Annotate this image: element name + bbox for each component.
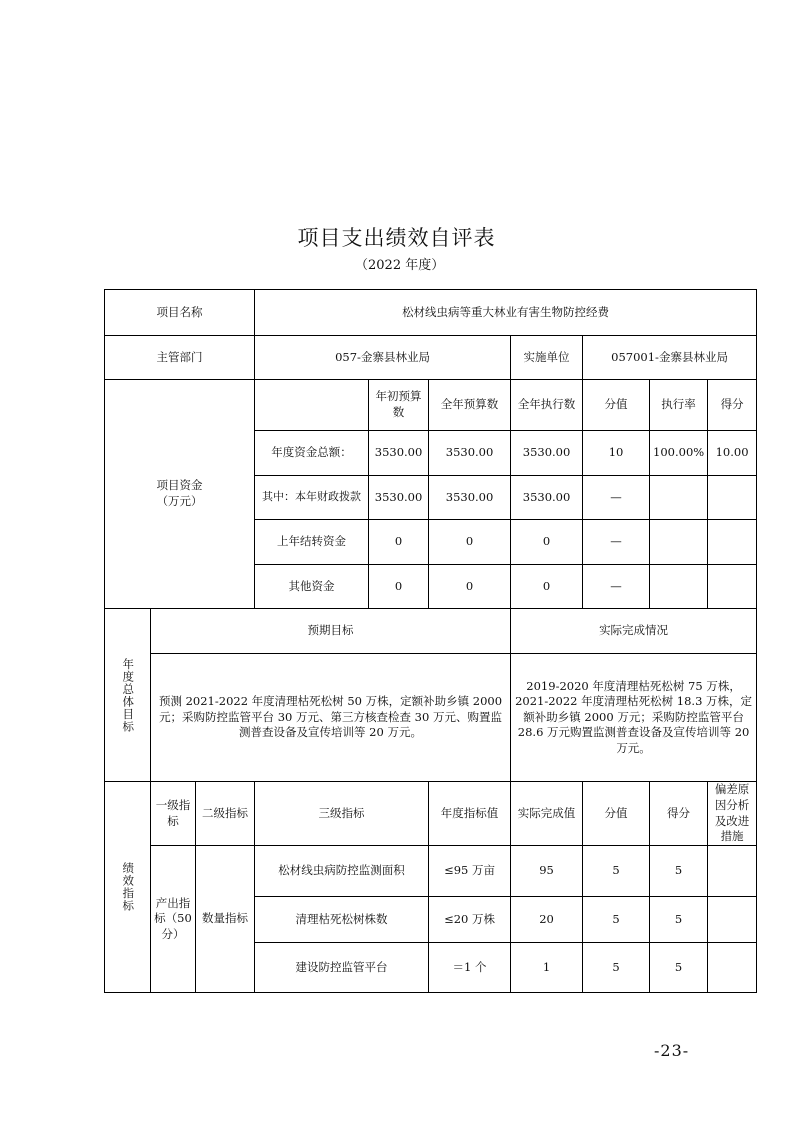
indicator-target: ≤20 万株 <box>429 897 511 943</box>
goals-expected-header: 预期目标 <box>151 609 511 654</box>
indicator-header: 三级指标 <box>255 782 429 846</box>
indicator-got: 5 <box>650 846 708 897</box>
indicators-header-row <box>105 782 757 846</box>
indicator-actual: 1 <box>511 943 583 993</box>
funds-cell: — <box>583 476 650 520</box>
funds-cell <box>708 476 757 520</box>
document-title: 项目支出绩效自评表 <box>297 226 496 250</box>
indicator-header: 年度指标值 <box>429 782 511 846</box>
indicator-header: 二级指标 <box>196 782 255 846</box>
funds-cell <box>708 565 757 609</box>
unit-label: 实施单位 <box>511 336 583 380</box>
indicator-target: ＝1 个 <box>429 943 511 993</box>
indicator-got: 5 <box>650 897 708 943</box>
funds-unit: （万元） <box>156 494 203 508</box>
funds-cell: — <box>583 520 650 565</box>
indicator-actual: 95 <box>511 846 583 897</box>
funds-cell <box>650 476 708 520</box>
indicator-note <box>708 943 757 993</box>
indicator-row <box>105 846 757 897</box>
goals-actual-text: 2019-2020 年度清理枯死松树 75 万株，2021-2022 年度清理枯死松树 18.3 万株，定额补助乡镇 2000 万元；采购防控监管平台 28.6 万元购置监测普查设备及宣传培训等 20 万元。 <box>511 654 757 782</box>
department-row <box>105 336 757 380</box>
funds-row-label: 上年结转资金 <box>255 520 369 565</box>
funds-cell: 100.00% <box>650 431 708 476</box>
indicator-note <box>708 846 757 897</box>
indicator-header: 一级指标 <box>151 782 196 846</box>
funds-blank-header <box>255 380 369 431</box>
funds-cell: 3530.00 <box>429 476 511 520</box>
indicators-label: 绩效指标 <box>105 782 151 993</box>
indicator-target: ≤95 万亩 <box>429 846 511 897</box>
indicator-header: 实际完成值 <box>511 782 583 846</box>
funds-cell: 10 <box>583 431 650 476</box>
indicator-level1: 产出指标（50分） <box>151 846 196 993</box>
goals-actual-header: 实际完成情况 <box>511 609 757 654</box>
funds-cell: 3530.00 <box>511 431 583 476</box>
indicator-score: 5 <box>583 846 650 897</box>
funds-cell: 0 <box>511 520 583 565</box>
funds-cell: 0 <box>429 520 511 565</box>
indicator-name: 清理枯死松树株数 <box>255 897 429 943</box>
funds-label: 项目资金 <box>156 478 203 493</box>
goals-content-row <box>105 654 757 782</box>
project-name-label: 项目名称 <box>105 290 255 336</box>
funds-cell <box>650 565 708 609</box>
funds-header: 执行率 <box>650 380 708 431</box>
funds-row-label: 年度资金总额： <box>255 431 369 476</box>
funds-label-cell <box>105 380 255 609</box>
funds-cell: 0 <box>429 565 511 609</box>
indicator-header: 偏差原因分析及改进措施 <box>708 782 757 846</box>
goals-header-row <box>105 609 757 654</box>
indicator-note <box>708 897 757 943</box>
goals-expected-text: 预测 2021-2022 年度清理枯死松树 50 万株，定额补助乡镇 2000 元；采购防控监管平台 30 万元、第三方核查检查 30 万元、购置监测普查设备及宣传培训等 20 万元。 <box>151 654 511 782</box>
project-name-value: 松材线虫病等重大林业有害生物防控经费 <box>255 290 757 336</box>
funds-header: 全年执行数 <box>511 380 583 431</box>
funds-cell: 10.00 <box>708 431 757 476</box>
document-subtitle: （2022 年度） <box>355 258 445 273</box>
indicator-score: 5 <box>583 943 650 993</box>
indicator-name: 建设防控监管平台 <box>255 943 429 993</box>
funds-header: 年初预算数 <box>369 380 429 431</box>
indicator-got: 5 <box>650 943 708 993</box>
funds-row-label: 其中：本年财政拨款 <box>255 476 369 520</box>
funds-row-label: 其他资金 <box>255 565 369 609</box>
funds-cell: 3530.00 <box>369 431 429 476</box>
funds-cell: 0 <box>369 565 429 609</box>
indicator-actual: 20 <box>511 897 583 943</box>
funds-cell: 3530.00 <box>429 431 511 476</box>
funds-header-row <box>105 380 757 431</box>
page-number: -23- <box>654 1041 690 1060</box>
funds-cell <box>708 520 757 565</box>
dept-value: 057-金寨县林业局 <box>255 336 511 380</box>
funds-cell <box>650 520 708 565</box>
indicator-score: 5 <box>583 897 650 943</box>
project-name-row <box>105 290 757 336</box>
funds-cell: 3530.00 <box>511 476 583 520</box>
funds-header: 分值 <box>583 380 650 431</box>
funds-cell: 0 <box>511 565 583 609</box>
indicator-name: 松材线虫病防控监测面积 <box>255 846 429 897</box>
funds-header: 得分 <box>708 380 757 431</box>
indicator-header: 分值 <box>583 782 650 846</box>
funds-cell: 3530.00 <box>369 476 429 520</box>
unit-value: 057001-金寨县林业局 <box>583 336 757 380</box>
funds-cell: — <box>583 565 650 609</box>
funds-header: 全年预算数 <box>429 380 511 431</box>
goals-label: 年度总体目标 <box>105 609 151 782</box>
self-evaluation-table <box>104 289 757 993</box>
indicator-header: 得分 <box>650 782 708 846</box>
dept-label: 主管部门 <box>105 336 255 380</box>
funds-cell: 0 <box>369 520 429 565</box>
indicator-level2: 数量指标 <box>196 846 255 993</box>
